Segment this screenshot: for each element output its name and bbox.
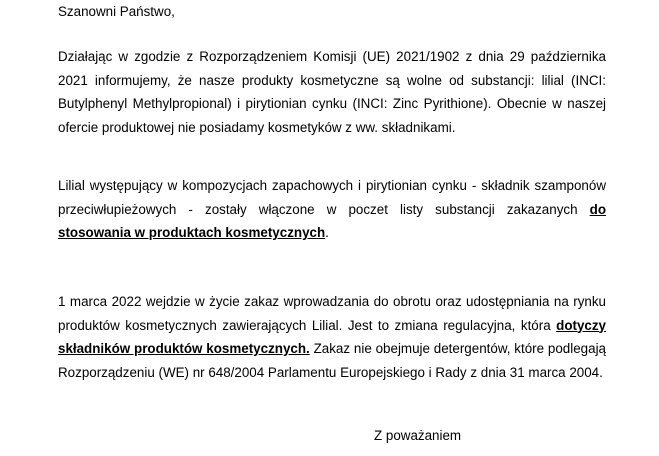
paragraph-banned-substances — [58, 174, 606, 245]
paragraph-ban-date — [58, 290, 606, 384]
paragraph-ban-date-text: 1 marca 2022 wejdzie w życie zakaz wprowadzania do obrotu oraz udostępniania na rynku produktów kosmetycznych zawierających Lilial. Jest to zmiana regulacyjna, która — [58, 294, 606, 333]
paragraph-regulation-info: Działając w zgodzie z Rozporządzeniem Komisji (UE) 2021/1902 z dnia 29 października 2021 informujemy, że nasze produkty kosmetyczne są wolne od substancji: lilial (INCI: Butylphenyl Methylpropional) i pirytionian cynku (INCI: Zinc Pyrithione). Obecnie w naszej ofercie produktowej nie posiadamy kosmetyków z ww. składnikami. — [58, 49, 606, 135]
paragraph-ban-date-end: Zakaz nie obejmuje detergentów, które podlegają Rozporządzeniu (WE) nr 648/2004 Parlamentu Europejskiego i Rady z dnia 31 marca 2004. — [58, 341, 606, 380]
paragraph-banned-substances-end: . — [325, 225, 329, 240]
closing-signoff: Z poważaniem — [374, 428, 462, 443]
paragraph-banned-substances-text: Lilial występujący w kompozycjach zapachowych i pirytionian cynku - składnik szamponów przeciwłupieżowych - zostały włączone w poczet listy substancji zakazanych — [58, 178, 606, 217]
emphasis-cosmetic-ingredients: dotyczy składników produktów kosmetycznych. — [58, 317, 606, 356]
emphasis-cosmetic-use: do stosowania w produktach kosmetycznych — [58, 201, 606, 240]
greeting: Szanowni Państwo, — [58, 4, 175, 19]
